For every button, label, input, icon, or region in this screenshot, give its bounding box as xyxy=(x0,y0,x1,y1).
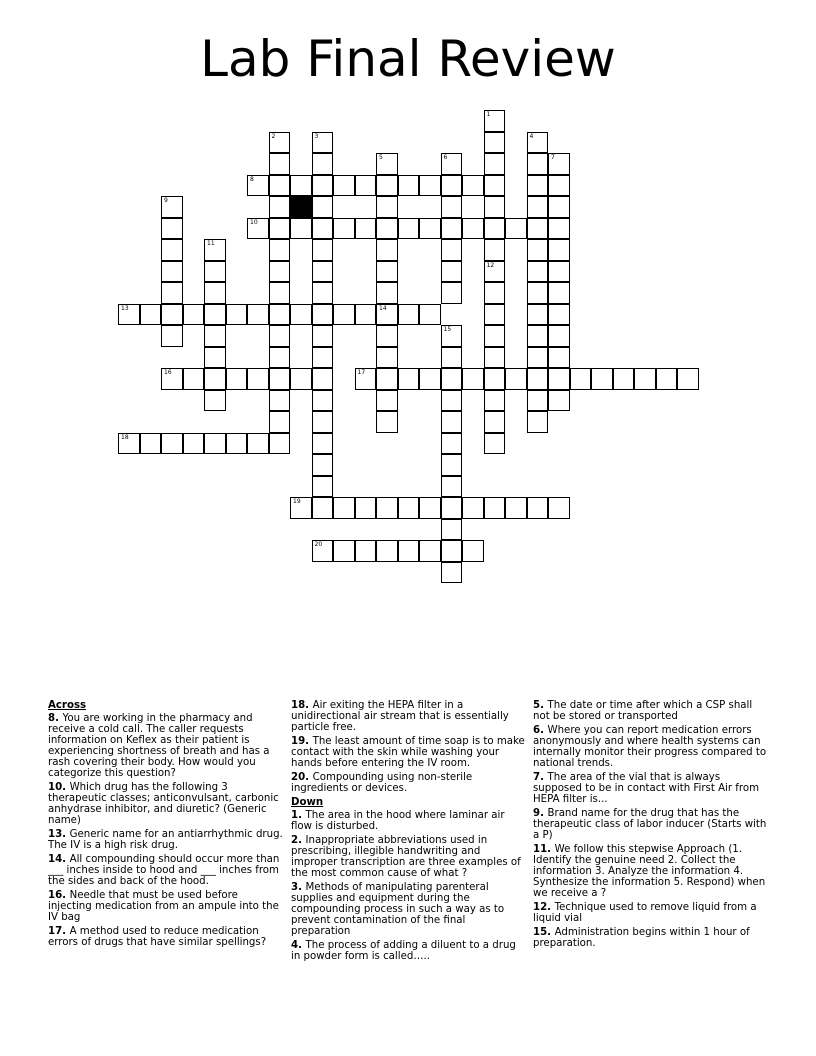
clue-text: The area of the vial that is always supposed to be in contact with First Air from HEPA filter is... xyxy=(533,772,759,805)
cell-number: 7 xyxy=(551,154,555,161)
clue-item xyxy=(533,808,769,841)
grid-cell[interactable] xyxy=(161,433,183,455)
grid-cell[interactable] xyxy=(204,390,226,412)
grid-cell[interactable] xyxy=(441,519,463,541)
clue-item xyxy=(533,902,769,924)
clue-text: The process of adding a diluent to a drug in powder form is called….. xyxy=(291,940,516,962)
cell-number: 16 xyxy=(164,369,172,376)
grid-cell[interactable] xyxy=(527,390,549,412)
grid-cell[interactable] xyxy=(484,132,506,154)
grid-cell[interactable] xyxy=(312,347,334,369)
grid-cell[interactable] xyxy=(161,368,183,390)
grid-cell[interactable] xyxy=(484,110,506,132)
grid-cell[interactable] xyxy=(204,261,226,283)
clue-text: Generic name for an antiarrhythmic drug. The IV is a high risk drug. xyxy=(48,829,283,851)
clues-column-2 xyxy=(291,700,527,965)
grid-cell[interactable] xyxy=(570,368,592,390)
grid-cell[interactable] xyxy=(290,304,312,326)
grid-cell[interactable] xyxy=(398,304,420,326)
grid-cell[interactable] xyxy=(312,476,334,498)
grid-cell[interactable] xyxy=(312,390,334,412)
grid-cell[interactable] xyxy=(484,390,506,412)
cell-number: 13 xyxy=(121,304,129,312)
grid-cell[interactable] xyxy=(333,304,355,326)
grid-cell[interactable] xyxy=(183,433,205,455)
grid-cell[interactable] xyxy=(419,175,441,197)
clue-item xyxy=(48,713,284,779)
grid-cell[interactable] xyxy=(269,175,291,197)
cell-number: 18 xyxy=(121,433,129,441)
grid-cell[interactable] xyxy=(527,261,549,283)
grid-cell[interactable] xyxy=(462,497,484,519)
clue-item xyxy=(48,782,284,826)
grid-cell[interactable] xyxy=(204,347,226,369)
grid-cell[interactable] xyxy=(462,540,484,562)
grid-cell[interactable] xyxy=(118,304,140,326)
grid-cell[interactable] xyxy=(161,239,183,261)
across-heading: Across xyxy=(48,700,87,711)
grid-cell[interactable] xyxy=(548,368,570,390)
clue-number: 1. xyxy=(291,810,306,821)
grid-cell[interactable] xyxy=(441,454,463,476)
grid-cell[interactable] xyxy=(527,153,549,175)
grid-cell[interactable] xyxy=(462,175,484,197)
grid-cell[interactable] xyxy=(312,411,334,433)
grid-cell[interactable] xyxy=(527,304,549,326)
cell-number: 8 xyxy=(250,175,254,183)
grid-cell[interactable] xyxy=(527,368,549,390)
clue-item xyxy=(48,829,284,851)
grid-cell[interactable] xyxy=(333,497,355,519)
grid-cell[interactable] xyxy=(548,282,570,304)
grid-cell[interactable] xyxy=(527,196,549,218)
grid-cell[interactable] xyxy=(226,368,248,390)
grid-cell[interactable] xyxy=(398,540,420,562)
clue-text: The least amount of time soap is to make contact with the skin while washing your hands before entering the IV room. xyxy=(291,736,525,769)
grid-cell[interactable] xyxy=(419,304,441,326)
grid-cell[interactable] xyxy=(484,347,506,369)
clue-item xyxy=(291,882,527,937)
grid-cell[interactable] xyxy=(226,433,248,455)
grid-cell[interactable] xyxy=(312,153,334,175)
grid-cell[interactable] xyxy=(161,218,183,240)
grid-cell[interactable] xyxy=(269,239,291,261)
grid-cell[interactable] xyxy=(484,196,506,218)
grid-cell[interactable] xyxy=(376,282,398,304)
grid-cell[interactable] xyxy=(548,153,570,175)
grid-cell[interactable] xyxy=(376,368,398,390)
clue-number: 3. xyxy=(291,882,306,893)
grid-cell[interactable] xyxy=(376,175,398,197)
grid-cell[interactable] xyxy=(505,497,527,519)
grid-cell[interactable] xyxy=(290,368,312,390)
grid-cell[interactable] xyxy=(269,368,291,390)
grid-cell[interactable] xyxy=(312,261,334,283)
clue-number: 4. xyxy=(291,940,306,951)
grid-cell[interactable] xyxy=(376,218,398,240)
grid-cell[interactable] xyxy=(376,497,398,519)
black-cell xyxy=(290,196,312,218)
clue-item xyxy=(291,772,527,794)
grid-cell[interactable] xyxy=(312,132,334,154)
grid-cell[interactable] xyxy=(505,368,527,390)
grid-cell[interactable] xyxy=(441,153,463,175)
grid-cell[interactable] xyxy=(527,132,549,154)
grid-cell[interactable] xyxy=(441,390,463,412)
grid-cell[interactable] xyxy=(376,347,398,369)
grid-cell[interactable] xyxy=(441,196,463,218)
grid-cell[interactable] xyxy=(247,433,269,455)
cell-number: 14 xyxy=(379,304,387,312)
clue-number: 18. xyxy=(291,700,313,711)
grid-cell[interactable] xyxy=(204,368,226,390)
cell-number: 3 xyxy=(314,132,319,140)
cell-number: 12 xyxy=(486,261,495,269)
clue-number: 9. xyxy=(533,808,548,819)
grid-cell[interactable] xyxy=(527,282,549,304)
grid-cell[interactable] xyxy=(548,175,570,197)
cell-number: 9 xyxy=(164,197,168,204)
clue-text: Which drug has the following 3 therapeutic classes; anticonvulsant, carbonic anhydrase inhibitor, and diuretic? (Generic name) xyxy=(48,782,279,826)
clue-number: 7. xyxy=(533,772,548,783)
grid-cell[interactable] xyxy=(484,282,506,304)
down-heading: Down xyxy=(291,797,324,808)
clue-number: 14. xyxy=(48,854,70,865)
grid-cell[interactable] xyxy=(484,368,506,390)
grid-cell[interactable] xyxy=(441,261,463,283)
grid-cell[interactable] xyxy=(527,325,549,347)
grid-cell[interactable] xyxy=(226,304,248,326)
clue-text: We follow this stepwise Approach (1. Identify the genuine need 2. Collect the information 3. Analyze the information 4. Synthesize the information 5. Respond) when we receive a ? xyxy=(533,844,766,899)
clue-item xyxy=(533,772,769,805)
grid-cell[interactable] xyxy=(376,304,398,326)
clue-text: Air exiting the HEPA filter in a unidirectional air stream that is essentially particle free. xyxy=(291,700,509,733)
grid-cell[interactable] xyxy=(441,175,463,197)
grid-cell[interactable] xyxy=(441,282,463,304)
clue-item xyxy=(291,835,527,879)
grid-cell[interactable] xyxy=(527,347,549,369)
clue-number: 2. xyxy=(291,835,306,846)
grid-cell[interactable] xyxy=(591,368,613,390)
grid-cell[interactable] xyxy=(484,325,506,347)
clue-text: Methods of manipulating parenteral supplies and equipment during the compounding process in such a way as to prevent contamination of the final preparation xyxy=(291,882,505,937)
grid-cell[interactable] xyxy=(355,497,377,519)
grid-cell[interactable] xyxy=(527,218,549,240)
clue-item xyxy=(48,890,284,923)
grid-cell[interactable] xyxy=(312,196,334,218)
clue-item xyxy=(533,725,769,769)
grid-cell[interactable] xyxy=(290,218,312,240)
grid-cell[interactable] xyxy=(398,175,420,197)
grid-cell[interactable] xyxy=(484,239,506,261)
page-title: Lab Final Review xyxy=(200,30,616,88)
clue-text: Inappropriate abbreviations used in prescribing, illegible handwriting and improper transcription are three examples of the most common cause of what ? xyxy=(291,835,521,879)
clue-text: All compounding should occur more than ___ inches inside to hood and ___ inches from the sides and back of the hood. xyxy=(48,854,280,887)
grid-cell[interactable] xyxy=(161,261,183,283)
grid-cell[interactable] xyxy=(419,540,441,562)
grid-cell[interactable] xyxy=(247,175,269,197)
clues-column-3 xyxy=(533,700,769,952)
grid-cell[interactable] xyxy=(441,218,463,240)
grid-cell[interactable] xyxy=(398,368,420,390)
clue-number: 20. xyxy=(291,772,313,783)
cell-number: 4 xyxy=(529,132,534,140)
grid-cell[interactable] xyxy=(398,497,420,519)
clue-text: The area in the hood where laminar air flow is disturbed. xyxy=(291,810,505,832)
clue-item xyxy=(533,700,769,722)
grid-cell[interactable] xyxy=(183,368,205,390)
grid-cell[interactable] xyxy=(419,368,441,390)
clue-item xyxy=(48,926,284,948)
clue-number: 8. xyxy=(48,713,63,724)
grid-cell[interactable] xyxy=(484,153,506,175)
grid-cell[interactable] xyxy=(441,411,463,433)
grid-cell[interactable] xyxy=(441,562,463,584)
grid-cell[interactable] xyxy=(312,497,334,519)
clue-item xyxy=(48,854,284,887)
grid-cell[interactable] xyxy=(269,261,291,283)
grid-cell[interactable] xyxy=(247,304,269,326)
clue-item xyxy=(533,927,769,949)
grid-cell[interactable] xyxy=(376,411,398,433)
grid-cell[interactable] xyxy=(312,433,334,455)
cell-number: 19 xyxy=(293,498,301,505)
grid-cell[interactable] xyxy=(548,218,570,240)
grid-cell[interactable] xyxy=(548,261,570,283)
grid-cell[interactable] xyxy=(269,411,291,433)
clue-text: Brand name for the drug that has the therapeutic class of labor inducer (Starts with a P) xyxy=(533,808,767,841)
grid-cell[interactable] xyxy=(204,433,226,455)
grid-cell[interactable] xyxy=(140,433,162,455)
grid-cell[interactable] xyxy=(269,433,291,455)
grid-cell[interactable] xyxy=(548,304,570,326)
cell-number: 5 xyxy=(379,154,383,161)
grid-cell[interactable] xyxy=(484,304,506,326)
clue-item xyxy=(291,940,527,962)
grid-cell[interactable] xyxy=(312,368,334,390)
cell-number: 2 xyxy=(271,132,276,140)
grid-cell[interactable] xyxy=(484,218,506,240)
grid-cell[interactable] xyxy=(118,433,140,455)
grid-cell[interactable] xyxy=(441,325,463,347)
grid-cell[interactable] xyxy=(441,433,463,455)
grid-cell[interactable] xyxy=(312,218,334,240)
clue-number: 13. xyxy=(48,829,70,840)
grid-cell[interactable] xyxy=(484,433,506,455)
grid-cell[interactable] xyxy=(204,325,226,347)
clue-text: The date or time after which a CSP shall not be stored or transported xyxy=(533,700,753,722)
grid-cell[interactable] xyxy=(355,218,377,240)
grid-cell[interactable] xyxy=(269,153,291,175)
grid-cell[interactable] xyxy=(140,304,162,326)
grid-cell[interactable] xyxy=(376,261,398,283)
grid-cell[interactable] xyxy=(441,368,463,390)
clue-item xyxy=(291,700,527,733)
grid-cell[interactable] xyxy=(355,368,377,390)
grid-cell[interactable] xyxy=(290,497,312,519)
grid-cell[interactable] xyxy=(269,304,291,326)
grid-cell[interactable] xyxy=(312,282,334,304)
grid-cell[interactable] xyxy=(419,497,441,519)
grid-cell[interactable] xyxy=(312,325,334,347)
clue-number: 6. xyxy=(533,725,548,736)
clue-text: Administration begins within 1 hour of preparation. xyxy=(533,927,750,949)
grid-cell[interactable] xyxy=(204,304,226,326)
grid-cell[interactable] xyxy=(269,325,291,347)
grid-cell[interactable] xyxy=(312,239,334,261)
grid-cell[interactable] xyxy=(548,325,570,347)
grid-cell[interactable] xyxy=(441,497,463,519)
grid-cell[interactable] xyxy=(355,540,377,562)
grid-cell[interactable] xyxy=(161,196,183,218)
grid-cell[interactable] xyxy=(376,540,398,562)
grid-cell[interactable] xyxy=(527,411,549,433)
grid-cell[interactable] xyxy=(247,368,269,390)
grid-cell[interactable] xyxy=(269,347,291,369)
grid-cell[interactable] xyxy=(204,282,226,304)
grid-cell[interactable] xyxy=(462,218,484,240)
grid-cell[interactable] xyxy=(333,540,355,562)
clue-number: 11. xyxy=(533,844,555,855)
cell-number: 15 xyxy=(443,326,452,333)
grid-cell[interactable] xyxy=(419,218,441,240)
grid-cell[interactable] xyxy=(613,368,635,390)
grid-cell[interactable] xyxy=(161,304,183,326)
grid-cell[interactable] xyxy=(677,368,699,390)
clue-text: A method used to reduce medication errors of drugs that have similar spellings? xyxy=(48,926,267,948)
grid-cell[interactable] xyxy=(269,196,291,218)
grid-cell[interactable] xyxy=(484,261,506,283)
grid-cell[interactable] xyxy=(376,153,398,175)
grid-cell[interactable] xyxy=(548,497,570,519)
grid-cell[interactable] xyxy=(269,218,291,240)
clue-text: You are working in the pharmacy and receive a cold call. The caller requests information on Keflex as their patient is experiencing shortness of breath and has a rash covering their body. How would you categorize this question? xyxy=(48,713,270,779)
clue-text: Compounding using non-sterile ingredients or devices. xyxy=(291,772,473,794)
grid-cell[interactable] xyxy=(376,239,398,261)
grid-cell[interactable] xyxy=(312,540,334,562)
grid-cell[interactable] xyxy=(441,239,463,261)
grid-cell[interactable] xyxy=(462,368,484,390)
clue-number: 12. xyxy=(533,902,555,913)
grid-cell[interactable] xyxy=(441,540,463,562)
clue-item xyxy=(291,810,527,832)
clue-number: 16. xyxy=(48,890,70,901)
grid-cell[interactable] xyxy=(484,175,506,197)
grid-cell[interactable] xyxy=(484,411,506,433)
grid-cell[interactable] xyxy=(312,304,334,326)
grid-cell[interactable] xyxy=(269,282,291,304)
clue-item xyxy=(533,844,769,899)
grid-cell[interactable] xyxy=(269,390,291,412)
grid-cell[interactable] xyxy=(656,368,678,390)
grid-cell[interactable] xyxy=(333,218,355,240)
clue-number: 5. xyxy=(533,700,548,711)
grid-cell[interactable] xyxy=(290,175,312,197)
cell-number: 6 xyxy=(443,154,448,161)
grid-cell[interactable] xyxy=(376,196,398,218)
grid-cell[interactable] xyxy=(355,304,377,326)
grid-cell[interactable] xyxy=(527,497,549,519)
grid-cell[interactable] xyxy=(548,239,570,261)
clues-column-1 xyxy=(48,700,284,951)
grid-cell[interactable] xyxy=(312,454,334,476)
grid-cell[interactable] xyxy=(204,239,226,261)
grid-cell[interactable] xyxy=(269,132,291,154)
grid-cell[interactable] xyxy=(398,218,420,240)
grid-cell[interactable] xyxy=(505,218,527,240)
clue-number: 15. xyxy=(533,927,555,938)
clue-item xyxy=(291,736,527,769)
grid-cell[interactable] xyxy=(634,368,656,390)
cell-number: 11 xyxy=(207,240,215,247)
grid-cell[interactable] xyxy=(161,282,183,304)
cell-number: 1 xyxy=(486,111,491,118)
cell-number: 20 xyxy=(314,541,323,548)
grid-cell[interactable] xyxy=(247,218,269,240)
grid-cell[interactable] xyxy=(312,175,334,197)
clue-text: Needle that must be used before injecting medication from an ampule into the IV bag xyxy=(48,890,279,923)
clue-text: Where you can report medication errors anonymously and where health systems can internally monitor their progress compared to national trends. xyxy=(533,725,767,769)
clue-number: 17. xyxy=(48,926,70,937)
grid-cell[interactable] xyxy=(376,325,398,347)
clue-text: Technique used to remove liquid from a liquid vial xyxy=(533,902,757,924)
grid-cell[interactable] xyxy=(376,390,398,412)
cell-number: 10 xyxy=(250,218,258,226)
grid-cell[interactable] xyxy=(183,304,205,326)
grid-cell[interactable] xyxy=(333,175,355,197)
grid-cell[interactable] xyxy=(355,175,377,197)
cell-number: 17 xyxy=(357,369,366,376)
grid-cell[interactable] xyxy=(548,196,570,218)
clue-number: 19. xyxy=(291,736,313,747)
clue-number: 10. xyxy=(48,782,70,793)
grid-cell[interactable] xyxy=(548,347,570,369)
grid-cell[interactable] xyxy=(441,347,463,369)
grid-cell[interactable] xyxy=(484,497,506,519)
grid-cell[interactable] xyxy=(441,476,463,498)
grid-cell[interactable] xyxy=(527,239,549,261)
grid-cell[interactable] xyxy=(548,390,570,412)
grid-cell[interactable] xyxy=(161,325,183,347)
grid-cell[interactable] xyxy=(527,175,549,197)
